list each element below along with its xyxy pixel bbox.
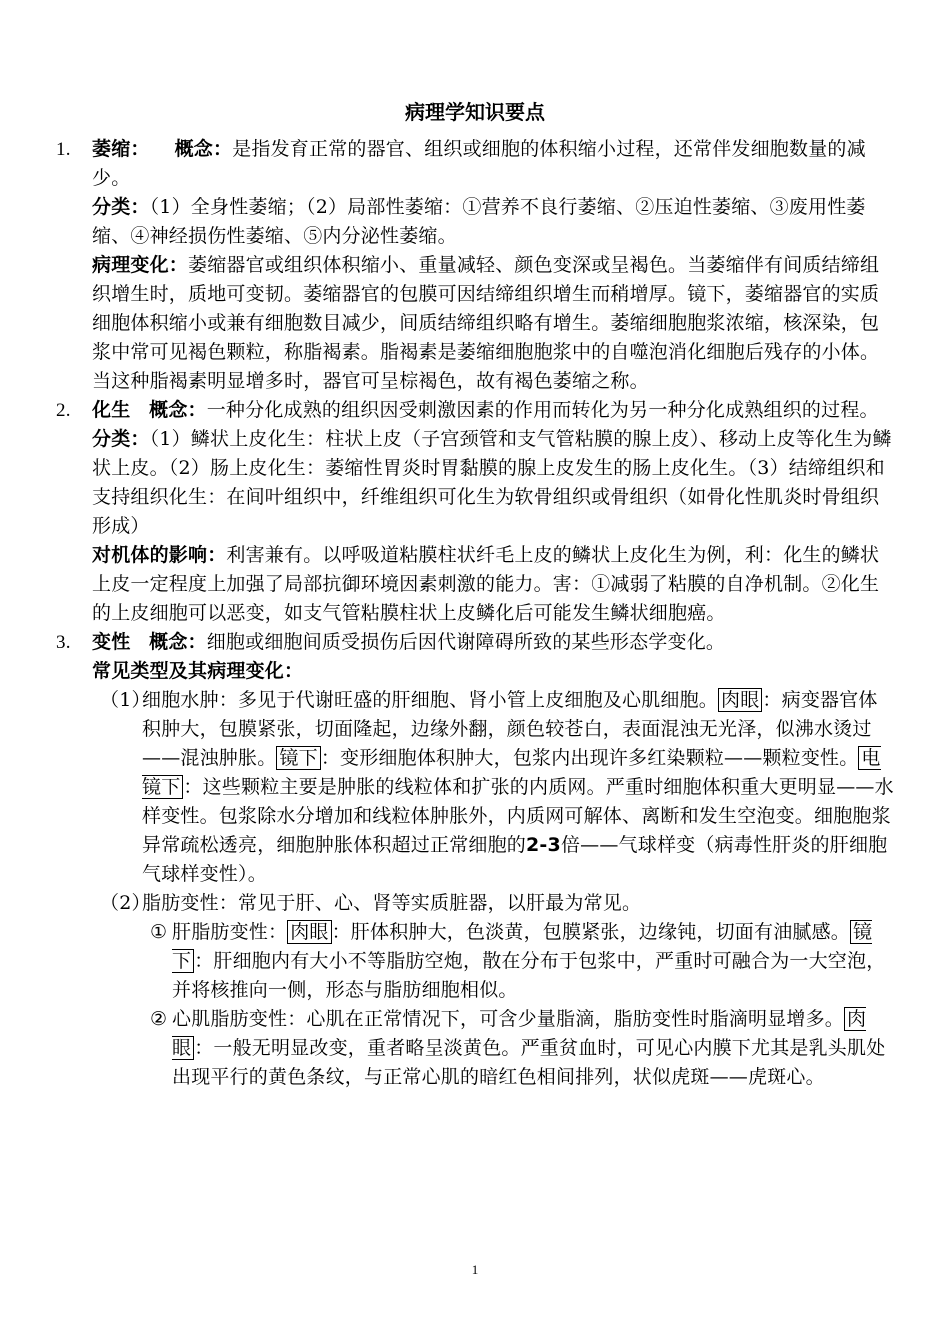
concept-label: 概念： bbox=[149, 631, 207, 653]
swelling-gross-text: ：病变器官体积肿大，包膜紧张，切面隆起，边缘外翻，颜色较苍白，表面混浊无光泽，似沸水烫过——混浊肿胀。 bbox=[142, 689, 878, 769]
swelling-balloon-text: 倍——气球样变（病毒性肝炎的肝细胞气球样变性）。 bbox=[142, 834, 888, 885]
atrophy-classification bbox=[92, 193, 896, 251]
effect-label: 对机体的影响： bbox=[92, 544, 227, 566]
classification-text: （1）全身性萎缩；（2）局部性萎缩：①营养不良行萎缩、②压迫性萎缩、③废用性萎缩、④神经损伤性萎缩、⑤内分泌性萎缩。 bbox=[92, 196, 866, 247]
microscope-label-box: 镜下 bbox=[172, 921, 873, 972]
myocardial-text: 心肌脂肪变性：心肌在正常情况下，可含少量脂滴，脂肪变性时脂滴明显增多。 bbox=[172, 1008, 845, 1030]
swelling-em-text: ：这些颗粒主要是肿胀的线粒体和扩张的内质网。严重时细胞体积重大更明显——水样变性。包浆除水分增加和线粒体肿胀外，内质网可解体、离断和发生空泡变。细胞胞浆异常疏松透亮，细胞肿胀体积超过正常细胞的 bbox=[142, 776, 894, 856]
swelling-text: 细胞水肿：多见于代谢旺盛的肝细胞、肾小管上皮细胞及心肌细胞。 bbox=[142, 689, 719, 711]
section-heading: 化生 bbox=[92, 399, 131, 421]
gross-label-box: 肉眼 bbox=[718, 688, 762, 712]
section-metaplasia bbox=[56, 396, 896, 628]
metaplasia-classification bbox=[92, 425, 896, 541]
atrophy-pathology bbox=[92, 251, 896, 396]
liver-gross-text: ：肝体积肿大，色淡黄，包膜紧张，边缘钝，切面有油腻感。 bbox=[331, 921, 851, 943]
section-number: 3. bbox=[56, 632, 71, 653]
section-degeneration bbox=[56, 628, 896, 686]
circled-number: ② bbox=[150, 1008, 168, 1030]
degeneration-concept bbox=[92, 628, 896, 657]
subsection-fatty-change bbox=[56, 889, 896, 918]
document-title: 病理学知识要点 bbox=[405, 100, 545, 124]
myocardial-gross-text: ：一般无明显改变，重者略呈淡黄色。严重贫血时，可见心内膜下尤其是乳头肌处出现平行的黄色条纹，与正常心肌的暗红色相间排列，状似虎斑——虎斑心。 bbox=[172, 1037, 886, 1088]
concept-label: 概念： bbox=[174, 138, 233, 160]
classification-label: 分类： bbox=[92, 196, 150, 218]
section-number: 2. bbox=[56, 400, 71, 421]
metaplasia-concept bbox=[92, 396, 896, 425]
gross-label-box: 肉眼 bbox=[172, 1008, 867, 1059]
document-body bbox=[56, 135, 896, 1092]
concept-text: 细胞或细胞间质受损伤后因代谢障碍所致的某些形态学变化。 bbox=[206, 631, 726, 653]
concept-text: 是指发育正常的器官、组织或细胞的体积缩小过程，还常伴发细胞数量的减少。 bbox=[92, 138, 866, 189]
classification-label: 分类： bbox=[92, 428, 150, 450]
concept-label: 概念： bbox=[149, 399, 207, 421]
item-liver-fatty-change bbox=[56, 918, 896, 1005]
metaplasia-effect bbox=[92, 541, 896, 628]
swelling-micro-text: ：变形细胞体积肿大，包浆内出现许多红染颗粒——颗粒变性。 bbox=[320, 747, 859, 769]
section-heading: 变性 bbox=[92, 631, 131, 653]
subsection-number: （2） bbox=[100, 892, 151, 914]
subsection-cell-swelling bbox=[56, 686, 896, 889]
fatty-change-text: 脂肪变性：常见于肝、心、肾等实质脏器，以肝最为常见。 bbox=[142, 892, 642, 914]
microscope-label-box: 镜下 bbox=[276, 746, 320, 770]
circled-number: ① bbox=[150, 921, 168, 943]
gross-label-box: 肉眼 bbox=[287, 920, 331, 944]
types-heading: 常见类型及其病理变化： bbox=[92, 660, 304, 682]
concept-text: 一种分化成熟的组织因受刺激因素的作用而转化为另一种分化成熟组织的过程。 bbox=[206, 399, 879, 421]
effect-text: 利害兼有。以呼吸道粘膜柱状纤毛上皮的鳞状上皮化生为例，利：化生的鳞状上皮一定程度上加强了局部抗御环境因素刺激的能力。害：①减弱了粘膜的自净机制。②化生的上皮细胞可以恶变，如支气管粘膜柱状上皮鳞化后可能发生鳞状细胞癌。 bbox=[92, 544, 880, 624]
section-number: 1. bbox=[56, 139, 71, 160]
atrophy-concept bbox=[92, 135, 896, 193]
multiplier-text: 2-3 bbox=[526, 834, 561, 856]
pathology-text: 萎缩器官或组织体积缩小、重量减轻、颜色变深或呈褐色。当萎缩伴有间质结缔组织增生时，质地可变韧。萎缩器官的包膜可因结缔组织增生而稍增厚。镜下，萎缩器官的实质细胞体积缩小或兼有细胞数目减少，间质结缔组织略有增生。萎缩细胞胞浆浓缩，核深染，包浆中常可见褐色颗粒，称脂褐素。脂褐素是萎缩细胞胞浆中的自噬泡消化细胞后残存的小体。当这种脂褐素明显增多时，器官可呈棕褐色，故有褐色萎缩之称。 bbox=[92, 254, 880, 392]
page-number: 1 bbox=[471, 1262, 479, 1277]
electron-microscope-label-box: 电镜下 bbox=[142, 747, 881, 798]
section-atrophy bbox=[56, 135, 896, 396]
section-heading: 萎缩： bbox=[92, 138, 150, 160]
liver-fatty-title: 肝脂肪变性： bbox=[172, 921, 288, 943]
classification-text: （1）鳞状上皮化生：柱状上皮（子宫颈管和支气管粘膜的腺上皮）、移动上皮等化生为鳞状上皮。（2）肠上皮化生：萎缩性胃炎时胃黏膜的腺上皮发生的肠上皮化生。（3）结缔组织和支持组织化生：在间叶组织中，纤维组织可化生为软骨组织或骨组织（如骨化性肌炎时骨组织形成） bbox=[92, 428, 892, 537]
pathology-label: 病理变化： bbox=[92, 254, 189, 276]
item-myocardial-fatty-change bbox=[56, 1005, 896, 1092]
subsection-number: （1） bbox=[100, 689, 151, 711]
liver-micro-text: ：肝细胞内有大小不等脂肪空炮，散在分布于包浆中，严重时可融合为一大空泡，并将核推向一侧，形态与脂肪细胞相似。 bbox=[172, 950, 886, 1001]
